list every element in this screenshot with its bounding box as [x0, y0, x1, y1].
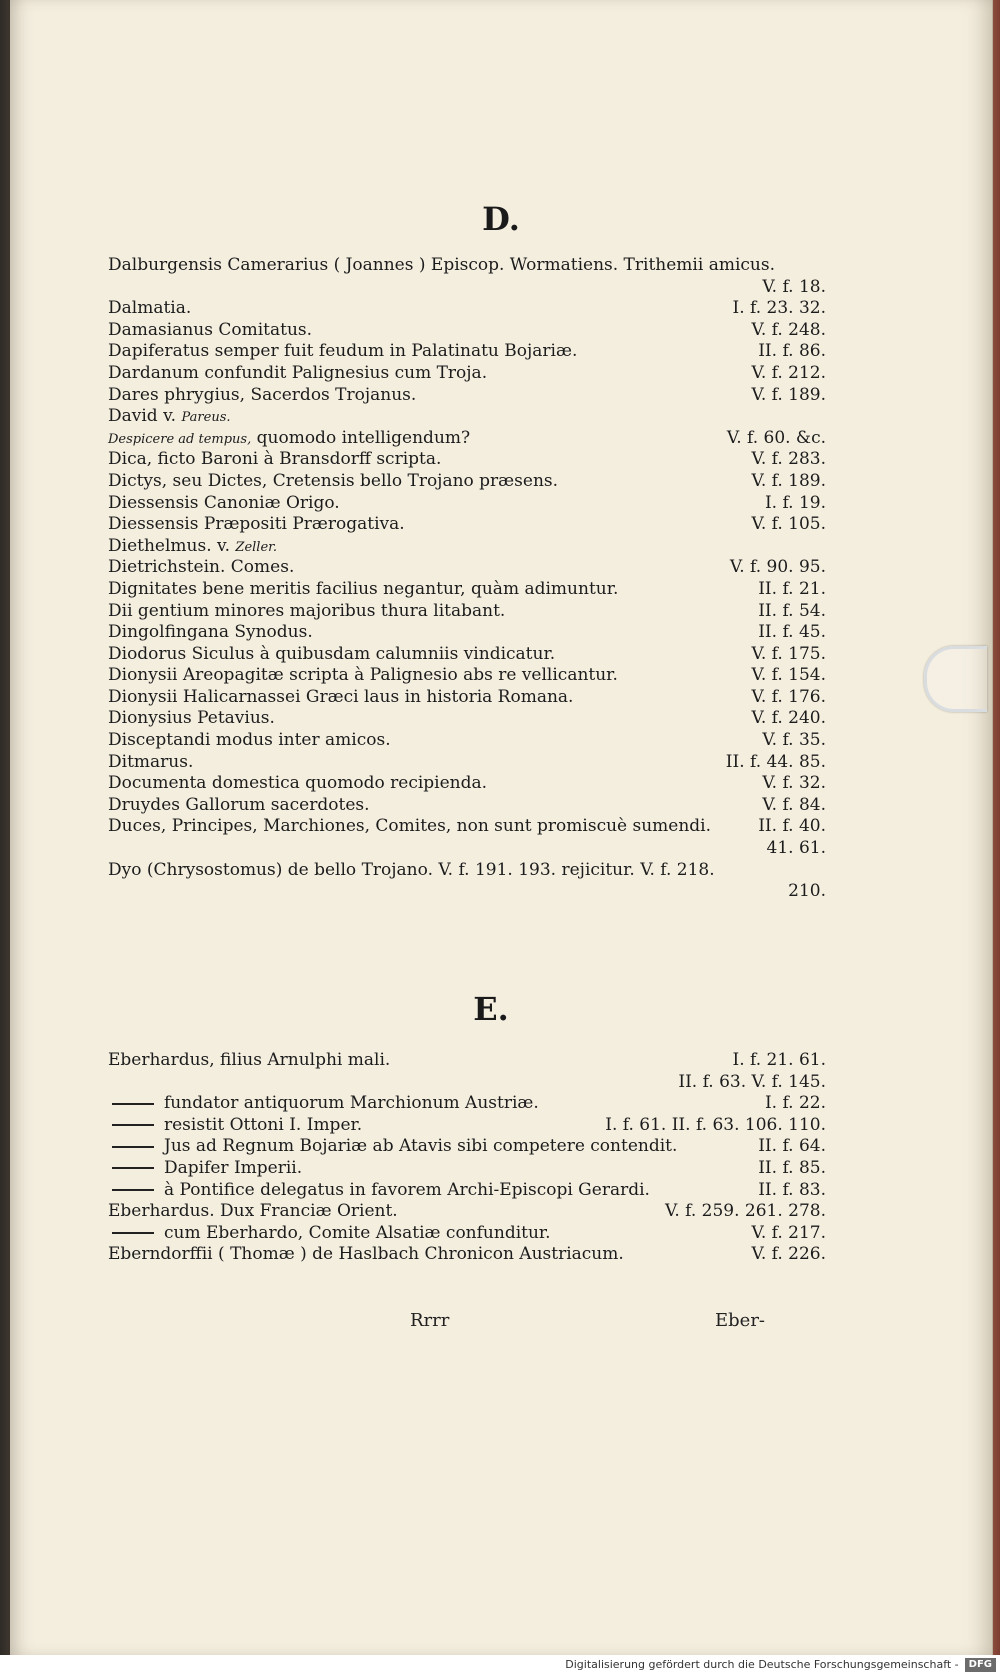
entry-main: Jus ad Regnum Bojariæ ab Atavis sibi competere contendit. — [164, 1136, 678, 1157]
entry-reference: V. f. 283. — [751, 449, 826, 470]
entry-reference: V. f. 217. — [751, 1222, 826, 1243]
index-entry — [108, 385, 826, 407]
index-entry — [108, 277, 826, 299]
entry-reference: V. f. 248. — [751, 319, 826, 340]
entry-text — [108, 687, 573, 709]
entry-text — [108, 1201, 398, 1223]
catchword: Eber- — [715, 1310, 766, 1331]
index-entry — [108, 860, 826, 882]
entry-text — [108, 1244, 624, 1266]
entry-main: Ditmarus. — [108, 751, 194, 772]
entry-reference: II. f. 44. 85. — [725, 751, 826, 772]
entry-text — [108, 1180, 650, 1202]
index-entry — [108, 838, 826, 860]
entry-reference: V. f. 175. — [751, 643, 826, 664]
entry-reference: V. f. 176. — [751, 686, 826, 707]
index-entry — [108, 471, 826, 493]
entry-main: Eberhardus. Dux Franciæ Orient. — [108, 1201, 398, 1222]
entry-main: Dapifer Imperii. — [164, 1157, 303, 1178]
index-entry — [108, 428, 826, 450]
entry-reference: II. f. 54. — [758, 600, 826, 621]
entry-main: Diessensis Præpositi Prærogativa. — [108, 514, 405, 535]
entry-reference: II. f. 86. — [758, 341, 826, 362]
entry-main: Duces, Principes, Marchiones, Comites, non sunt promiscuè sumendi. — [108, 816, 712, 837]
entry-main: Diessensis Canoniæ Origo. — [108, 492, 340, 513]
entry-reference: I. f. 22. — [764, 1093, 826, 1114]
entry-main: Dardanum confundit Palignesius cum Troja. — [108, 362, 488, 383]
entry-reference: II. f. 40. — [758, 816, 826, 837]
entry-main: Dalburgensis Camerarius ( Joannes ) Episcop. Wormatiens. Trithemii amicus. — [108, 255, 775, 275]
entry-main: cum Eberhardo, Comite Alsatiæ confunditur. — [164, 1222, 551, 1243]
entry-text — [108, 752, 193, 774]
entry-main: Dingolfingana Synodus. — [108, 622, 313, 643]
entry-text — [108, 708, 275, 730]
entry-reference: V. f. 240. — [751, 708, 826, 729]
footer-credit: Digitalisierung gefördert durch die Deutsche Forschungsgemeinschaft - — [565, 1658, 959, 1671]
index-entry — [108, 298, 826, 320]
index-entry — [108, 449, 826, 471]
entry-main: resistit Ottoni I. Imper. — [164, 1114, 363, 1135]
entry-main: Diethelmus. v. — [108, 535, 230, 556]
entry-cross-ref: Zeller. — [235, 539, 278, 555]
index-entry — [108, 773, 826, 795]
index-entry — [108, 363, 826, 385]
ditto-dash — [112, 1124, 154, 1126]
index-entry — [108, 1050, 826, 1072]
index-entry — [108, 708, 826, 730]
entry-reference: II. f. 21. — [758, 578, 826, 599]
entry-main: Dica, ficto Baroni à Bransdorff scripta. — [108, 449, 442, 470]
entry-main: Dionysii Areopagitæ scripta à Palignesio abs re vellicantur. — [108, 665, 618, 686]
index-entry — [108, 687, 826, 709]
entry-text — [108, 341, 577, 363]
entry-text — [108, 320, 312, 342]
entry-text — [108, 1136, 677, 1158]
index-entry — [108, 1072, 826, 1094]
entry-main: Dionysii Halicarnassei Græci laus in historia Romana. — [108, 686, 574, 707]
index-entry — [108, 1115, 826, 1137]
entry-main: Documenta domestica quomodo recipienda. — [108, 773, 488, 794]
entry-text — [108, 1158, 302, 1180]
entry-reference: I. f. 19. — [764, 492, 826, 513]
entry-main: Damasianus Comitatus. — [108, 319, 313, 340]
index-entry — [108, 730, 826, 752]
index-entry — [108, 1223, 826, 1245]
entry-cross-ref: Pareus. — [181, 410, 231, 426]
entry-main: Dionysius Petavius. — [108, 708, 275, 729]
index-entry — [108, 1244, 826, 1266]
ditto-dash — [112, 1167, 154, 1169]
index-entry — [108, 536, 826, 558]
index-entry — [108, 1201, 826, 1223]
entry-reference: V. f. 189. — [751, 470, 826, 491]
entry-reference: V. f. 189. — [751, 384, 826, 405]
section-heading-d: D. — [482, 200, 520, 238]
entry-text — [108, 471, 558, 493]
entry-main: quomodo intelligendum? — [251, 427, 471, 448]
index-entry — [108, 881, 826, 903]
entry-text — [108, 1093, 539, 1115]
entry-text — [108, 385, 416, 407]
entry-reference: V. f. 154. — [751, 665, 826, 686]
entry-main: David v. — [108, 406, 177, 427]
entry-reference: I. f. 21. 61. — [732, 1050, 826, 1070]
index-entry — [108, 493, 826, 515]
entry-text — [108, 795, 370, 817]
entry-reference: V. f. 84. — [762, 794, 826, 815]
entry-text — [108, 860, 715, 882]
entry-text — [108, 644, 555, 666]
page-clip — [924, 646, 987, 712]
entry-reference: I. f. 61. II. f. 63. 106. 110. — [605, 1114, 826, 1135]
entry-main: à Pontifice delegatus in favorem Archi-Episcopi Gerardi. — [164, 1179, 650, 1200]
index-entry — [108, 514, 826, 536]
ditto-dash — [112, 1232, 154, 1234]
index-entry — [108, 622, 826, 644]
entry-text — [108, 406, 231, 429]
entry-text — [108, 514, 405, 536]
index-entry — [108, 1136, 826, 1158]
index-entry — [108, 601, 826, 623]
entry-main: Dictys, seu Dictes, Cretensis bello Trojano præsens. — [108, 470, 559, 491]
entry-text — [108, 579, 618, 601]
entry-reference: V. f. 212. — [751, 362, 826, 383]
entry-reference: V. f. 105. — [751, 514, 826, 535]
ditto-dash — [112, 1103, 154, 1105]
entry-reference: V. f. 60. &c. — [726, 427, 826, 448]
entry-main: Druydes Gallorum sacerdotes. — [108, 794, 370, 815]
entry-text — [108, 298, 191, 320]
index-entry — [108, 1180, 826, 1202]
ditto-dash — [112, 1146, 154, 1148]
entry-reference: V. f. 226. — [751, 1244, 826, 1265]
entry-text — [108, 622, 313, 644]
entry-text — [108, 665, 618, 687]
index-entry — [108, 406, 826, 428]
index-entry — [108, 1158, 826, 1180]
entry-main: fundator antiquorum Marchionum Austriæ. — [164, 1093, 539, 1114]
index-entries-e — [108, 1050, 826, 1266]
digitization-footer — [0, 1655, 1000, 1675]
dfg-logo: DFG — [965, 1658, 996, 1672]
ditto-dash — [112, 1189, 154, 1191]
entry-text — [108, 363, 487, 385]
entry-reference: I. f. 23. 32. — [732, 298, 826, 319]
index-entry — [108, 579, 826, 601]
index-entry — [108, 816, 826, 838]
index-entry — [108, 255, 826, 277]
entry-text — [108, 601, 505, 623]
entry-main: Dyo (Chrysostomus) de bello Trojano. V. f. 191. 193. rejicitur. V. f. 218. — [108, 859, 715, 880]
index-entry — [108, 1093, 826, 1115]
entry-text — [108, 493, 340, 515]
entry-main: Dalmatia. — [108, 298, 192, 319]
entry-text — [108, 730, 391, 752]
entry-main: Dares phrygius, Sacerdos Trojanus. — [108, 384, 417, 405]
entry-text — [108, 1115, 362, 1137]
signature-mark: Rrrr — [410, 1310, 450, 1331]
index-entries-d — [108, 255, 826, 903]
index-entry — [108, 644, 826, 666]
entry-main: Dapiferatus semper fuit feudum in Palatinatu Bojariæ. — [108, 341, 578, 362]
entry-reference: V. f. 90. 95. — [729, 557, 826, 578]
index-entry — [108, 320, 826, 342]
entry-text — [108, 1050, 390, 1072]
entry-main: Eberhardus, filius Arnulphi mali. — [108, 1050, 391, 1070]
entry-text — [108, 428, 470, 451]
entry-main: Eberndorffii ( Thomæ ) de Haslbach Chronicon Austriacum. — [108, 1244, 624, 1265]
entry-reference: II. f. 85. — [758, 1157, 826, 1178]
entry-reference: II. f. 63. V. f. 145. — [678, 1071, 826, 1092]
entry-main: Diodorus Siculus à quibusdam calumniis vindicatur. — [108, 643, 556, 664]
entry-main: Dietrichstein. Comes. — [108, 557, 295, 578]
entry-reference: II. f. 83. — [758, 1179, 826, 1200]
entry-text — [108, 449, 441, 471]
entry-text — [108, 773, 487, 795]
entry-text — [108, 255, 775, 277]
entry-text — [108, 1223, 551, 1245]
index-entry — [108, 341, 826, 363]
entry-italic-lead: Despicere ad tempus, — [108, 431, 252, 447]
index-entry — [108, 795, 826, 817]
entry-main: Dii gentium minores majoribus thura litabant. — [108, 600, 506, 621]
entry-reference: V. f. 35. — [762, 730, 826, 751]
entry-reference: II. f. 64. — [758, 1136, 826, 1157]
index-entry — [108, 752, 826, 774]
entry-text — [108, 816, 711, 838]
book-page — [10, 0, 993, 1655]
entry-text — [108, 536, 277, 559]
entry-main: Disceptandi modus inter amicos. — [108, 730, 391, 751]
entry-main: Dignitates bene meritis facilius negantur, quàm adimuntur. — [108, 578, 619, 599]
index-entry — [108, 665, 826, 687]
entry-text — [108, 557, 294, 579]
index-entry — [108, 557, 826, 579]
entry-reference: 210. — [788, 881, 826, 902]
entry-reference: V. f. 18. — [762, 276, 826, 297]
entry-reference: V. f. 259. 261. 278. — [665, 1201, 826, 1222]
entry-reference: II. f. 45. — [758, 622, 826, 643]
section-heading-e: E. — [473, 990, 509, 1028]
entry-reference: V. f. 32. — [762, 773, 826, 794]
entry-reference: 41. 61. — [766, 838, 826, 859]
